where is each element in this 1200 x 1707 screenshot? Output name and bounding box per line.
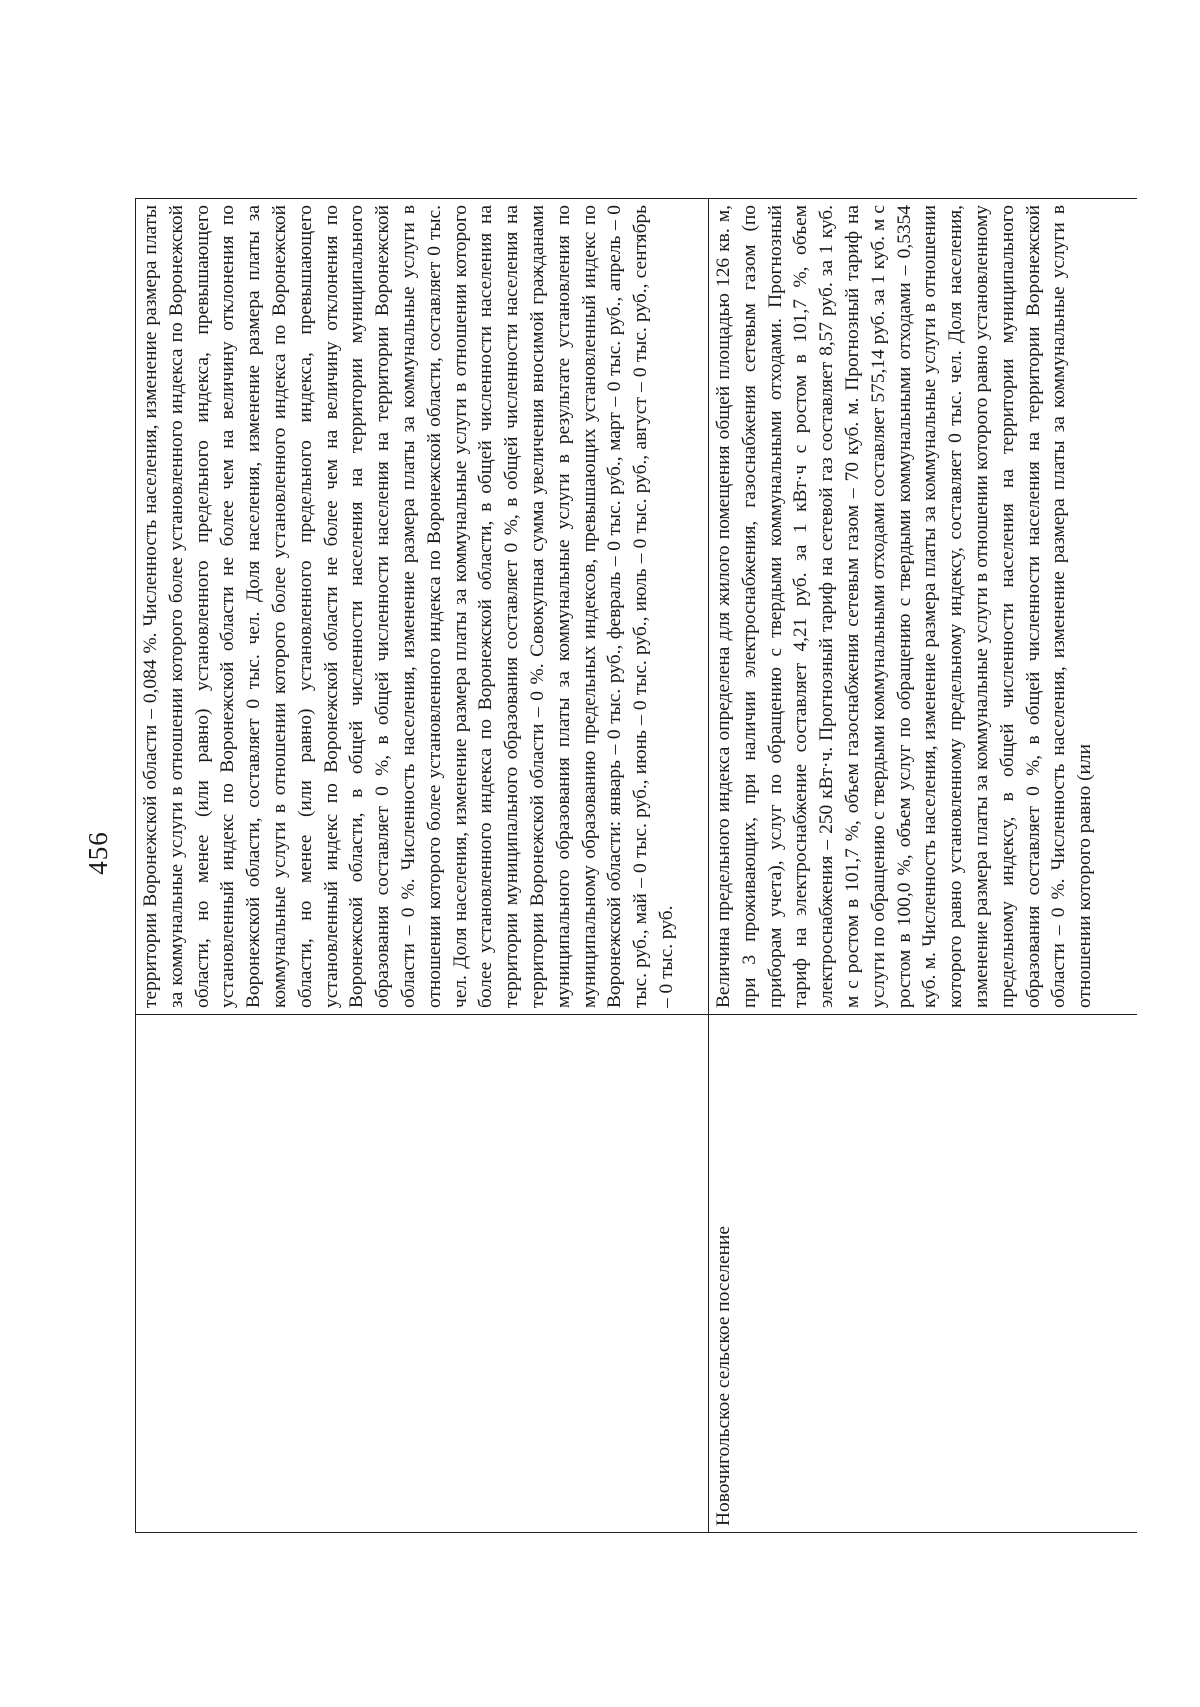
description-text: территории Воронежской области – 0,084 %. Численность населения, изменение размера платы за коммунальные услуги в отношении которого более установленного индекса по Воронежской области, но менее (или равно) установленного предельного индекса, превышающего установленный индекс по Воронежской области не более чем на величину отклонения по Воронежской области, составляет 0 тыс. чел. Доля населения, изменение размера платы за коммунальные услуги в отношении которого более установленного индекса по Воронежской области, но менее (или равно) установленного предельного индекса, превышающего установленный индекс по Воронежской области не более чем на величину отклонения по Воронежской области, в общей численности населения на территории муниципального образования составляет 0 %, в общей численности населения на территории Воронежской области – 0 %. Численность населения, изменение размера платы за коммунальные услуги в отношении которого более установленного индекса по Воронежской области, составляет 0 тыс. чел. Доля населения, изменение размера платы за коммунальные услуги в отношении которого более установленного индекса по Воронежской области, в общей численности населения на территории муниципального образования составляет 0 %, в общей численности населения на территории Воронежской области – 0 %. Совокупная сумма увеличения вносимой гражданами муниципального образования платы за коммунальные услуги в результате установления по муниципальному образованию предельных индексов, превышающих установленный индекс по Воронежской области: январь – 0 тыс. руб., февраль – 0 тыс. руб., март – 0 тыс. руб., апрель – 0 тыс. руб., май – 0 тыс. руб., июнь – 0 тыс. руб., июль – 0 тыс. руб., август – 0 тыс. руб., сентябрь – 0 тыс. руб.	[140, 205, 677, 1008]
description-cell	[709, 199, 1138, 1015]
document-page	[45, 73, 1155, 1633]
municipality-cell	[136, 1015, 709, 1533]
table-row	[136, 199, 709, 1533]
table-row	[709, 199, 1138, 1533]
description-cell	[136, 199, 709, 1015]
page-number: 456	[83, 831, 113, 875]
description-text: Величина предельного индекса определена для жилого помещения общей площадью 126 кв. м, при 3 проживающих, при наличии электроснабжения, газоснабжения сетевым газом (по приборам учета), услуг по обращению с твердыми коммунальными отходами. Прогнозный тариф на электроснабжение составляет 4,21 руб. за 1 кВт·ч с ростом в 101,7 %, объем электроснабжения – 250 кВт·ч. Прогнозный тариф на сетевой газ составляет 8,57 руб. за 1 куб. м с ростом в 101,7 %, объем газоснабжения сетевым газом – 70 куб. м. Прогнозный тариф на услуги по обращению с твердыми коммунальными отходами составляет 575,14 руб. за 1 куб. м с ростом в 100,0 %, объем услуг по обращению с твердыми коммунальными отходами – 0,5354 куб. м. Численность населения, изменение размера платы за коммунальные услуги в отношении которого равно установленному предельному индексу, составляет 0 тыс. чел. Доля населения, изменение размера платы за коммунальные услуги в отношении которого равно установленному предельному индексу, в общей численности населения на территории муниципального образования составляет 0 %, в общей численности населения на территории Воронежской области – 0 %. Численность населения, изменение размера платы за коммунальные услуги в отношении которого равно (или	[713, 205, 1096, 1008]
municipality-cell: Новочигольское сельское поселение	[709, 1015, 1138, 1533]
tariff-table	[135, 198, 1137, 1533]
